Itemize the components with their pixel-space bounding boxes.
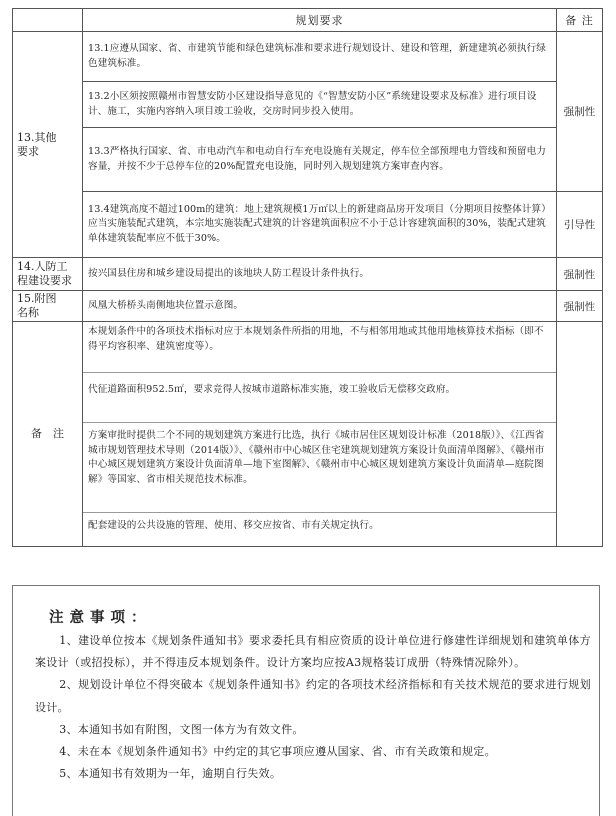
header-requirement: 规划要求 — [83, 9, 557, 32]
remarks-note-empty — [557, 322, 603, 547]
table-row — [13, 192, 603, 258]
notice-item: 5、本通知书有效期为一年，逾期自行失效。 — [59, 767, 282, 781]
remarks-content — [83, 322, 557, 547]
table-row — [13, 82, 603, 128]
header-empty-cell — [13, 9, 83, 32]
notice-body — [35, 630, 591, 785]
requirement-14: 按兴国县住房和城乡建设局提出的该地块人防工程设计条件执行。 — [83, 258, 557, 291]
notice-item: 4、未在本《规划条件通知书》中约定的其它事项应遵从国家、省、市有关政策和规定。 — [59, 745, 496, 759]
table-row-remarks — [13, 322, 603, 547]
requirement-13-4: 13.4建筑高度不超过100m的建筑：地上建筑规模1万㎡以上的新建商品房开发项目（分期项目按整体计算）应当实施装配式建筑，本宗地实施装配式建筑的计容建筑面积应不小于总计容建筑面积的30%，装配式建筑单体建筑装配率应不低于30%。 — [83, 192, 557, 258]
note-mandatory-13: 强制性 — [557, 32, 603, 192]
table-header-row — [13, 9, 603, 32]
requirement-13-1: 13.1应遵从国家、省、市建筑节能和绿色建筑标准和要求进行规划设计、建设和管理，新建建筑必须执行绿色建筑标准。 — [83, 32, 557, 82]
requirement-13-3: 13.3严格执行国家、省、市电动汽车和电动自行车充电设施有关规定，停车位全部预埋电力管线和预留电力容量，并按不少于总停车位的20%配置充电设施，同时列入规划建筑方案审查内容。 — [83, 128, 557, 192]
row-label-civil-defense: 14.人防工 程建设要求 — [13, 258, 83, 291]
row-label-other-requirements: 13.其他 要求 — [13, 32, 83, 258]
remark-item: 代征道路面积952.5㎡，要求竞得人按城市道路标准实施，竣工验收后无偿移交政府。 — [83, 373, 556, 423]
remark-item: 本规划条件中的各项技术指标对应于本规划条件所指的用地，不与相邻用地或其他用地核算技术指标（即不得平均容积率、建筑密度等）。 — [83, 322, 556, 373]
row-label-attached-drawing: 15.附图 名称 — [13, 291, 83, 322]
note-mandatory-15: 强制性 — [557, 291, 603, 322]
table-row — [13, 128, 603, 192]
header-note: 备 注 — [557, 9, 603, 32]
requirement-15: 凤凰大桥桥头南侧地块位置示意图。 — [83, 291, 557, 322]
remark-item: 方案审批时提供二个不同的规划建筑方案进行比选，执行《城市居住区规划设计标准（2018版）》、《江西省城市规划管理技术导则（2014版）》、《赣州市中心城区住宅建筑规划建筑方案设计负面清单图解》、《赣州市中心城区规划建筑方案设计负面清单—地下室图解》、《赣州市中心城区规划建筑方案设计负面清单—庭院图解》等国家、省市相关规范技术标准。 — [83, 423, 556, 513]
planning-conditions-table — [12, 8, 603, 547]
notice-item: 3、本通知书如有附图，文图一体方为有效文件。 — [59, 722, 304, 736]
table-row — [13, 291, 603, 322]
notice-item: 1、建设单位按本《规划条件通知书》要求委托具有相应资质的设计单位进行修建性详细规划和建筑单体方案设计（或招投标），并不得违反本规划条件。设计方案均应按A3规格装订成册（特殊情况除外）。 — [35, 634, 591, 670]
note-mandatory-14: 强制性 — [557, 258, 603, 291]
remark-item: 配套建设的公共设施的管理、使用、移交应按省、市有关规定执行。 — [88, 520, 379, 531]
notice-box — [12, 585, 600, 816]
row-label-remarks: 备 注 — [13, 322, 83, 547]
table-row — [13, 32, 603, 82]
table-row — [13, 258, 603, 291]
notice-title: 注意事项： — [49, 609, 152, 626]
requirement-13-2: 13.2小区须按照赣州市智慧安防小区建设指导意见的《“智慧安防小区”系统建设要求及标准》进行项目设计、施工，实施内容纳入项目竣工验收，交房时同步投入使用。 — [83, 82, 557, 128]
note-guidance-13-4: 引导性 — [557, 192, 603, 258]
notice-item: 2、规划设计单位不得突破本《规划条件通知书》约定的各项技术经济指标和有关技术规范的要求进行规划设计。 — [35, 678, 591, 714]
